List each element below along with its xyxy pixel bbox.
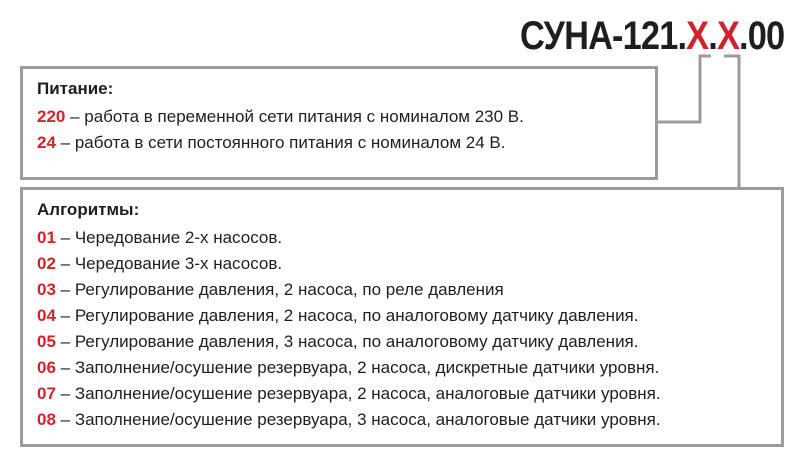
algorithm-desc: – Регулирование давления, 2 насоса, по реле давления (55, 280, 504, 299)
algorithm-desc: – Регулирование давления, 2 насоса, по аналоговому датчику давления. (55, 306, 639, 325)
algorithm-item (37, 381, 767, 407)
algorithm-code: 02 (37, 254, 56, 273)
algorithm-item (37, 329, 767, 355)
algorithm-connector (724, 56, 739, 187)
power-desc: – работа в переменной сети питания с номиналом 230 В. (65, 107, 524, 126)
algorithm-item (37, 355, 767, 381)
algorithm-code: 07 (37, 384, 56, 403)
algorithm-desc: – Заполнение/осушение резервуара, 2 насоса, дискретные датчики уровня. (55, 358, 660, 377)
model-suffix: .00 (738, 14, 784, 58)
power-code: 220 (37, 107, 66, 126)
algorithm-item (37, 303, 767, 329)
algorithm-item (37, 407, 767, 433)
algorithm-desc: – Чередование 2-х насосов. (55, 228, 283, 247)
algorithms-box (20, 187, 784, 447)
algorithm-item (37, 277, 767, 303)
algorithm-code: 03 (37, 280, 56, 299)
algorithm-item (37, 251, 767, 277)
algorithms-title: Алгоритмы: (37, 200, 140, 219)
algorithm-code: 05 (37, 332, 56, 351)
power-connector (658, 56, 711, 122)
power-item (37, 130, 641, 156)
model-prefix: СУНА-121. (519, 14, 686, 58)
algorithm-code: 06 (37, 358, 56, 377)
algorithm-desc: – Заполнение/осушение резервуара, 3 насоса, аналоговые датчики уровня. (55, 410, 661, 429)
power-title: Питание: (37, 79, 114, 98)
algorithm-desc: – Регулирование давления, 3 насоса, по аналоговому датчику давления. (55, 332, 639, 351)
model-algorithm-placeholder: Х (716, 14, 739, 58)
algorithm-code: 01 (37, 228, 56, 247)
power-item (37, 104, 641, 130)
model-power-placeholder: Х (685, 14, 708, 58)
algorithm-code: 08 (37, 410, 56, 429)
power-box (20, 66, 658, 180)
algorithm-item (37, 225, 767, 251)
power-desc: – работа в сети постоянного питания с номиналом 24 В. (55, 133, 506, 152)
model-code (520, 14, 784, 59)
algorithm-desc: – Чередование 3-х насосов. (55, 254, 283, 273)
model-separator: . (707, 14, 717, 58)
algorithm-code: 04 (37, 306, 56, 325)
power-code: 24 (37, 133, 56, 152)
algorithm-desc: – Заполнение/осушение резервуара, 2 насоса, аналоговые датчики уровня. (55, 384, 661, 403)
